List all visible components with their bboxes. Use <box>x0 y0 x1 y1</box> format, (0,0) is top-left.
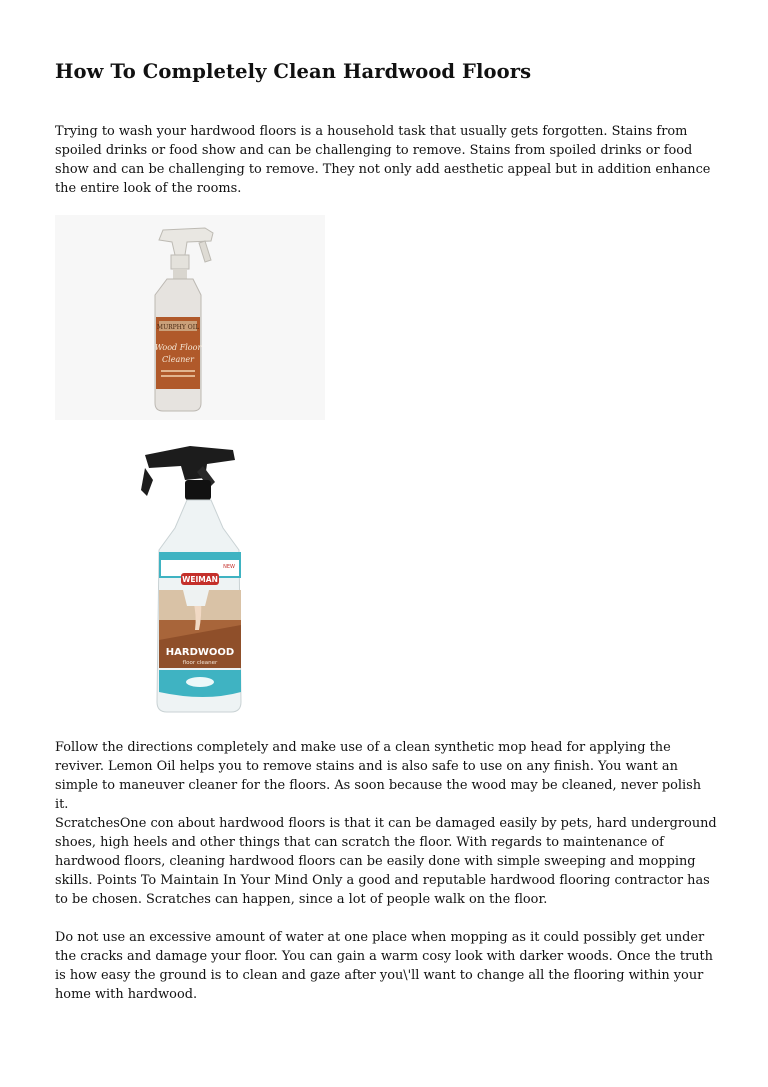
bottle1-brand-text: MURPHY OIL <box>156 324 200 331</box>
paragraph-directions <box>55 738 717 814</box>
bottle1-label-line2: Cleaner <box>162 355 194 364</box>
paragraph-scratches <box>55 814 717 909</box>
wood-floor-cleaner-bottle-image <box>55 215 325 420</box>
paragraph-water <box>55 928 717 1004</box>
bottle1-label-line1: Wood Floor <box>154 343 202 352</box>
paragraph-text: Do not use an excessive amount of water at one place when mopping as it could possibly get under the cracks and damage your floor. You can gain a warm cosy look with darker woods. Once the truth is how easy the ground is to clean and gaze after you\'ll want to change all the flooring within your home with hardwood. <box>55 930 713 1002</box>
paragraph-text: Trying to wash your hardwood floors is a household task that usually gets forgotten. Stains from spoiled drinks or food show and can be challenging to remove. Stains from spoiled drinks or food show and can be challenging to remove. They not only add aesthetic appeal but in addition enhance the entire look of the rooms. <box>55 124 711 196</box>
paragraph-text: ScratchesOne con about hardwood floors is that it can be damaged easily by pets, hard underground shoes, high heels and other things that can scratch the floor. With regards to maintenance of hardwood floors, cleaning hardwood floors can be easily done with simple sweeping and mopping skills. Points To Maintain In Your Mind Only a good and reputable hardwood flooring contractor has to be chosen. Scratches can happen, since a lot of people walk on the floor. <box>55 816 717 907</box>
bottle2-badge-text: NEW <box>223 564 235 570</box>
bottle2-subtitle-text: floor cleaner <box>182 660 218 666</box>
bottle2-product-text: HARDWOOD <box>165 647 235 658</box>
page-title: How To Completely Clean Hardwood Floors <box>55 60 532 83</box>
paragraph-intro <box>55 122 717 198</box>
paragraph-text: Follow the directions completely and make use of a clean synthetic mop head for applying the reviver. Lemon Oil helps you to remove stains and is also safe to use on any finish. You want an simple to maneuver cleaner for the floors. As soon because the wood may be cleaned, never polish it. <box>55 740 702 812</box>
weiman-hardwood-cleaner-image <box>135 440 255 720</box>
bottle2-brand-text: WEIMAN <box>182 575 218 584</box>
